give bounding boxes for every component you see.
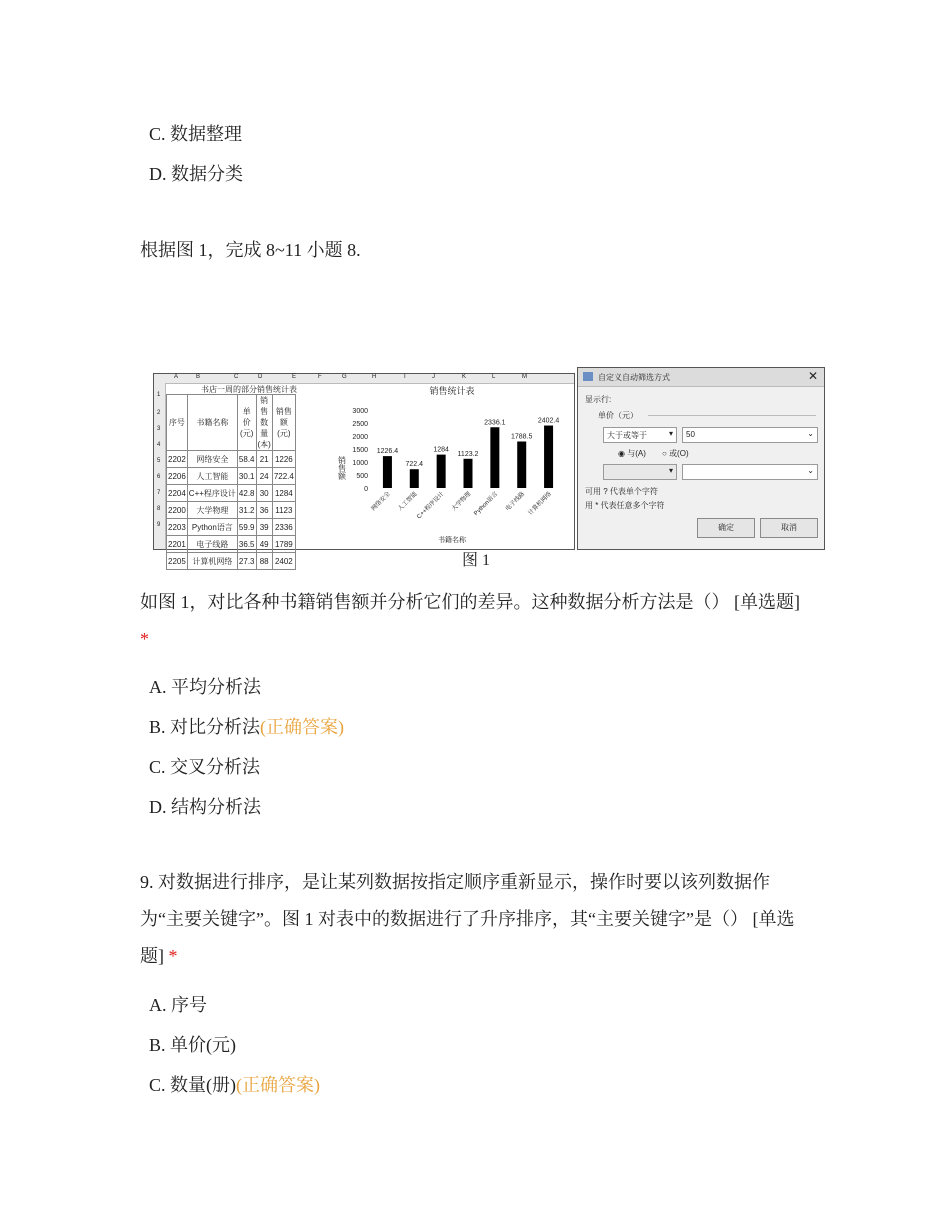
y-tick-label: 0 [364,486,368,493]
bar [544,426,553,488]
table-row [167,502,296,519]
table-cell: 2203 [167,519,188,536]
filter-icon [583,372,593,381]
operator-value: 大于或等于 [607,431,647,440]
x-tick-label: Python语言 [473,491,500,518]
column-header: L [492,374,496,380]
table-cell: 88 [256,553,272,570]
table-cell: 1789 [272,536,295,553]
sales-bar-chart [332,384,572,546]
value-combobox[interactable] [682,427,818,443]
table-cell: 27.3 [237,553,256,570]
option-c-prev[interactable] [149,122,242,146]
q8-option-a[interactable] [149,675,261,699]
table-cell: 722.4 [272,468,295,485]
x-tick-label: 人工智能 [397,491,419,513]
row-number: 5 [157,458,161,464]
q9-option-b[interactable] [149,1033,236,1057]
table-cell: 42.8 [237,485,256,502]
x-tick-label: 电子线路 [504,491,527,513]
required-star: * [168,946,178,966]
value-combobox-2[interactable] [682,464,818,480]
column-header: E [292,374,297,380]
chart-xlabel: 书籍名称 [438,537,466,544]
column-header: C [234,374,239,380]
table-cell: C++程序设计 [187,485,237,502]
operator-select-2[interactable] [603,464,677,480]
chevron-down-icon: ⌄ [807,429,814,438]
table-cell: 1226 [272,451,295,468]
row-number: 9 [157,522,161,528]
bar [464,459,473,488]
separator [648,415,816,416]
x-tick-label: 大学物理 [451,491,473,513]
row-number: 2 [157,410,161,416]
bar [437,455,446,488]
chart-ylabel: 销售额 [337,456,347,480]
row-number: 4 [157,442,161,448]
section-intro: 根据图 1，完成 8~11 小题 8. [140,240,361,260]
option-text: B. 对比分析法 [149,717,261,737]
y-tick-label: 2000 [352,434,368,441]
table-row [167,485,296,502]
q9-option-c[interactable] [149,1073,320,1097]
table-row [167,553,296,570]
y-tick-label: 2500 [352,421,368,428]
table-cell: 2402 [272,553,295,570]
table-cell: 1284 [272,485,295,502]
bar [490,427,499,488]
dropdown-icon: ▾ [668,429,673,438]
table-row [167,536,296,553]
and-label: 与(A) [627,449,646,458]
table-cell: 2200 [167,502,188,519]
table-cell: 2204 [167,485,188,502]
table-cell: 2206 [167,468,188,485]
column-header: B [196,374,201,380]
bar [410,469,419,488]
table-cell: 2205 [167,553,188,570]
column-header: A [174,374,179,380]
correct-answer-tag: (正确答案) [260,717,345,737]
option-text: C. 数据整理 [149,124,243,144]
header-cell: 序号 [167,395,188,451]
column-header: J [432,374,435,380]
dialog-title: 自定义自动筛选方式 [598,373,670,382]
figure-caption: 图 1 [462,552,491,569]
custom-autofilter-dialog [577,367,825,550]
y-tick-label: 1000 [352,460,368,467]
table-cell: 58.4 [237,451,256,468]
x-tick-label: 计算机网络 [527,491,553,517]
correct-answer-tag: (正确答案) [236,1075,320,1095]
dropdown-icon: ▾ [668,466,673,475]
question-text: 9. 对数据进行排序，是让某列数据按指定顺序重新显示，操作时要以该列数据作为“主要关键字”。图 1 对表中的数据进行了升序排序，其“主要关键字”是（） [单选题] [140,872,795,966]
bar [383,456,392,488]
sales-table [166,394,296,570]
chart-title: 销售统计表 [429,386,475,396]
column-header: H [372,374,377,380]
table-cell: 39 [256,519,272,536]
field-label: 单价（元） [598,411,638,420]
table-cell: 59.9 [237,519,256,536]
column-header: M [522,374,527,380]
table-cell: 21 [256,451,272,468]
row-number: 3 [157,426,161,432]
y-tick-label: 3000 [352,408,368,415]
row-number: 1 [157,392,161,398]
header-cell: 销售数量(本) [257,396,271,449]
table-cell: 计算机网络 [187,553,237,570]
row-number: 7 [157,490,161,496]
option-d-prev[interactable] [149,162,243,186]
question-8-text [140,584,810,658]
dialog-titlebar [578,368,824,387]
table-cell: 电子线路 [187,536,237,553]
column-header-strip [154,374,574,384]
required-star: * [140,629,149,649]
table-cell: 大学物理 [187,502,237,519]
table-cell: 人工智能 [187,468,237,485]
option-text: D. 数据分类 [149,164,243,184]
data-label: 1284 [433,446,449,454]
table-cell: 36.5 [237,536,256,553]
table-cell: 1123 [272,502,295,519]
x-tick-label: 网络安全 [370,491,392,513]
q8-option-b[interactable] [149,715,344,739]
table-cell: 36 [256,502,272,519]
row-number: 6 [157,474,161,480]
option-text: C. 数量(册) [149,1075,236,1095]
column-header: D [258,374,263,380]
or-label: 或(O) [669,449,689,458]
option-text: B. 单价(元) [149,1035,236,1055]
option-text: D. 结构分析法 [149,797,261,817]
chevron-down-icon: ⌄ [807,466,814,475]
table-title: 书店一周的部分销售统计表 [201,385,297,394]
data-label: 2336.1 [484,419,506,427]
or-radio[interactable]: ○ 或(O) [662,449,689,458]
table-cell: 24 [256,468,272,485]
q8-option-c[interactable] [149,755,260,779]
table-row [167,451,296,468]
table-cell: 30.1 [237,468,256,485]
data-label: 2402.4 [537,417,560,425]
table-cell: 30 [256,485,272,502]
value-text: 50 [686,430,695,439]
option-text: A. 平均分析法 [149,677,261,697]
data-label: 722.4 [405,461,424,469]
hint-multi: 用 * 代表任意多个字符 [585,501,665,510]
and-radio[interactable]: ◉ 与(A) [618,449,646,458]
question-9-text [140,864,810,975]
x-tick-label: C++程序设计 [416,491,446,521]
show-rows-label: 显示行: [585,395,612,404]
table-cell: 2201 [167,536,188,553]
table-cell: Python语言 [187,519,237,536]
option-text: C. 交叉分析法 [149,757,261,777]
data-label: 1226.4 [376,448,399,456]
table-row [167,468,296,485]
table-cell: 31.2 [237,502,256,519]
column-header: F [318,374,322,380]
ok-button[interactable]: 确定 [697,518,755,538]
data-label: 1123.2 [457,450,479,458]
table-cell: 2336 [272,519,295,536]
table-cell: 2202 [167,451,188,468]
y-tick-label: 500 [356,473,368,480]
question-text: 如图 1，对比各种书籍销售额并分析它们的差异。这种数据分析方法是（） [单选题] [140,592,800,612]
bar [517,441,526,488]
close-icon[interactable]: ✕ [807,369,818,383]
data-label: 1788.5 [511,433,533,441]
table-cell: 49 [256,536,272,553]
header-cell: 书籍名称 [187,395,237,451]
header-cell: 销售额(元) [272,395,295,451]
operator-select[interactable] [603,427,677,443]
header-cell: 单价(元) [237,395,256,451]
y-tick-label: 1500 [352,447,368,454]
q9-option-a[interactable] [149,993,207,1017]
cancel-button[interactable]: 取消 [760,518,818,538]
hint-single: 可用 ? 代表单个字符 [585,487,658,496]
column-header: G [342,374,347,380]
table-cell: 网络安全 [187,451,237,468]
table-row [167,519,296,536]
q8-option-d[interactable] [149,795,261,819]
column-header: K [462,374,467,380]
row-number: 8 [157,506,161,512]
option-text: A. 序号 [149,995,207,1015]
column-header: I [404,374,406,380]
